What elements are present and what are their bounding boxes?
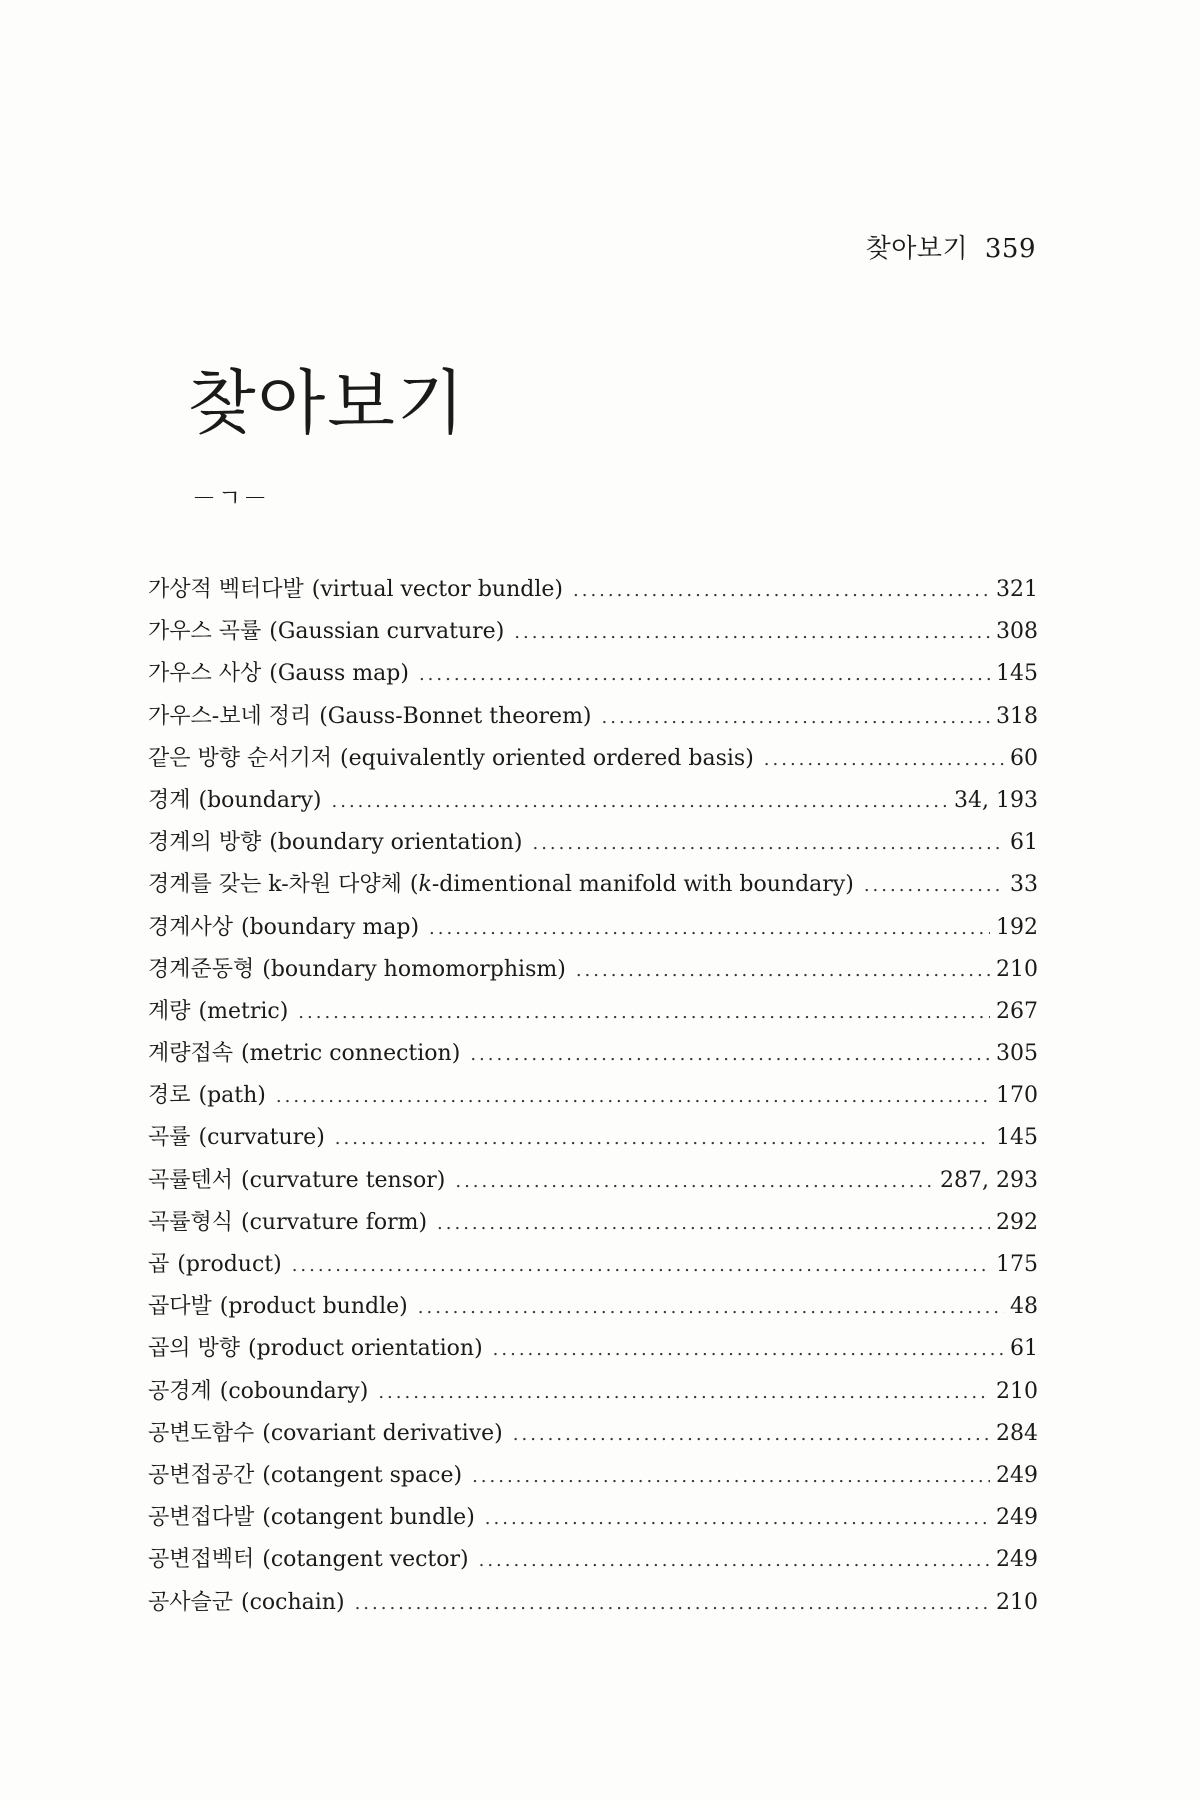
dot-leader (485, 1508, 990, 1529)
page-title: 찾아보기 (188, 361, 467, 444)
dot-leader (576, 960, 990, 981)
index-page-ref: 170 (996, 1083, 1038, 1109)
dot-leader (419, 664, 990, 685)
index-term: 가우스-보네 정리 (148, 703, 312, 729)
index-page-ref: 34, 193 (954, 787, 1038, 813)
index-entry (148, 1374, 1038, 1416)
index-gloss (410, 872, 854, 897)
dot-leader (479, 1550, 990, 1571)
index-gloss: (Gauss map) (269, 661, 409, 687)
index-entry (148, 1289, 1038, 1331)
dot-leader (602, 707, 990, 728)
index-gloss: (boundary) (198, 787, 322, 813)
index-entry (148, 910, 1038, 952)
index-entry (148, 1416, 1038, 1458)
index-entry (148, 614, 1038, 656)
index-entry (148, 994, 1038, 1036)
index-gloss: (product) (177, 1252, 282, 1277)
index-page-ref: 267 (996, 998, 1038, 1024)
index-gloss: (metric connection) (241, 1041, 461, 1067)
index-page-ref: 249 (996, 1505, 1038, 1531)
index-entry (148, 1078, 1038, 1120)
index-gloss: (product bundle) (219, 1294, 408, 1320)
running-title: 찾아보기 (865, 234, 969, 264)
index-page-ref: 292 (996, 1209, 1038, 1235)
index-entry (148, 1205, 1038, 1247)
index-entry (148, 1585, 1038, 1627)
index-term: 가상적 벡터다발 (148, 577, 304, 602)
index-term: 경계를 갖는 k-차원 다양체 (148, 872, 402, 898)
index-page-ref: 305 (996, 1041, 1038, 1067)
dot-leader (573, 580, 990, 601)
index-entry-list (148, 572, 1038, 1627)
index-gloss: (boundary map) (241, 914, 420, 940)
index-term: 가우스 곡률 (148, 619, 262, 645)
index-page-ref: 33 (1010, 872, 1038, 898)
index-page-ref: 284 (996, 1420, 1038, 1446)
index-term: 공변접다발 (148, 1505, 255, 1531)
index-term: 경계 (148, 787, 191, 813)
index-page-ref: 48 (1010, 1294, 1038, 1320)
index-page-ref: 210 (996, 1589, 1038, 1615)
index-gloss: (boundary homomorphism) (262, 956, 566, 982)
index-term: 곡률텐서 (148, 1167, 234, 1193)
dot-leader (864, 875, 1004, 896)
dot-leader (470, 1044, 990, 1065)
index-page-ref: 145 (996, 661, 1038, 687)
index-term: 곡률 (148, 1125, 191, 1151)
index-gloss: (cotangent space) (262, 1462, 463, 1488)
index-page-ref: 192 (996, 914, 1038, 940)
index-term: 곡률형식 (148, 1209, 234, 1235)
dot-leader (355, 1593, 990, 1614)
index-page-ref: 210 (996, 1378, 1038, 1404)
index-gloss: (covariant derivative) (262, 1420, 503, 1446)
dot-leader (332, 791, 949, 812)
index-term: 곱 (148, 1252, 170, 1277)
index-page-ref: 321 (996, 577, 1038, 602)
dot-leader (455, 1171, 934, 1192)
index-entry (148, 572, 1038, 614)
index-page-ref: 210 (996, 956, 1038, 982)
dot-leader (276, 1086, 990, 1107)
index-gloss: (cotangent bundle) (262, 1505, 475, 1531)
dot-leader (335, 1128, 990, 1149)
index-page-ref: 249 (996, 1547, 1038, 1573)
index-gloss: (coboundary) (219, 1378, 369, 1404)
index-term: 공변접벡터 (148, 1547, 255, 1573)
index-entry (148, 1458, 1038, 1500)
index-gloss: (curvature tensor) (241, 1167, 446, 1193)
index-term: 경계의 방향 (148, 830, 262, 856)
index-page-ref: 61 (1010, 830, 1038, 856)
index-term: 경계준동형 (148, 956, 255, 982)
index-term: 계량접속 (148, 1041, 234, 1067)
dot-leader (764, 749, 1004, 770)
gloss-prefix: ( (409, 872, 419, 898)
dot-leader (429, 918, 990, 939)
index-entry (148, 1500, 1038, 1542)
index-term: 공변도함수 (148, 1420, 255, 1446)
index-entry (148, 825, 1038, 867)
index-term: 공변접공간 (148, 1462, 255, 1488)
index-term: 경로 (148, 1083, 191, 1109)
index-term: 경계사상 (148, 914, 234, 940)
index-entry (148, 1542, 1038, 1584)
index-entry (148, 741, 1038, 783)
dot-leader (378, 1382, 990, 1403)
dot-leader (437, 1213, 990, 1234)
index-page-ref: 287, 293 (940, 1167, 1038, 1193)
index-term: 공사슬군 (148, 1589, 234, 1615)
index-page-ref: 60 (1010, 745, 1038, 771)
index-gloss: (path) (198, 1083, 266, 1109)
index-page-ref: 175 (996, 1252, 1038, 1277)
dot-leader (292, 1255, 990, 1276)
index-entry (148, 656, 1038, 698)
section-heading: －ㄱ－ (192, 484, 270, 512)
index-gloss: (curvature form) (241, 1209, 428, 1235)
index-entry (148, 867, 1038, 909)
index-term: 곱의 방향 (148, 1336, 241, 1362)
dot-leader (514, 622, 990, 643)
dot-leader (532, 833, 1004, 854)
index-term: 가우스 사상 (148, 661, 262, 687)
index-entry (148, 1247, 1038, 1289)
index-gloss: (cochain) (241, 1589, 345, 1615)
index-page-ref: 318 (996, 703, 1038, 729)
dot-leader (418, 1297, 1004, 1318)
running-header (866, 228, 1036, 265)
index-gloss: (curvature) (198, 1125, 325, 1151)
index-term: 공경계 (148, 1378, 212, 1404)
index-page-ref: 308 (996, 619, 1038, 645)
index-entry (148, 1036, 1038, 1078)
index-term: 계량 (148, 998, 191, 1024)
dot-leader (513, 1424, 990, 1445)
index-gloss: (virtual vector bundle) (311, 577, 563, 602)
index-entry (148, 1331, 1038, 1373)
index-gloss: (metric) (198, 998, 289, 1024)
index-entry (148, 783, 1038, 825)
index-page-ref: 61 (1010, 1336, 1038, 1362)
index-entry (148, 699, 1038, 741)
index-term: 같은 방향 순서기저 (148, 745, 333, 771)
page-number: 359 (984, 234, 1036, 264)
dot-leader (298, 1002, 990, 1023)
index-entry (148, 952, 1038, 994)
index-gloss: (equivalently oriented ordered basis) (340, 745, 754, 771)
dot-leader (493, 1339, 1004, 1360)
index-entry (148, 1120, 1038, 1162)
index-page-ref: 249 (996, 1462, 1038, 1488)
index-gloss: (boundary orientation) (269, 830, 523, 856)
gloss-italic: k (418, 872, 432, 898)
index-gloss: (cotangent vector) (262, 1547, 469, 1573)
gloss-rest: -dimentional manifold with boundary) (431, 872, 854, 898)
index-gloss: (Gaussian curvature) (269, 619, 505, 645)
index-gloss: (product orientation) (248, 1336, 483, 1362)
dot-leader (472, 1466, 990, 1487)
index-entry (148, 1163, 1038, 1205)
index-term: 곱다발 (148, 1294, 212, 1320)
index-page-ref: 145 (996, 1125, 1038, 1151)
index-gloss: (Gauss-Bonnet theorem) (319, 703, 592, 729)
